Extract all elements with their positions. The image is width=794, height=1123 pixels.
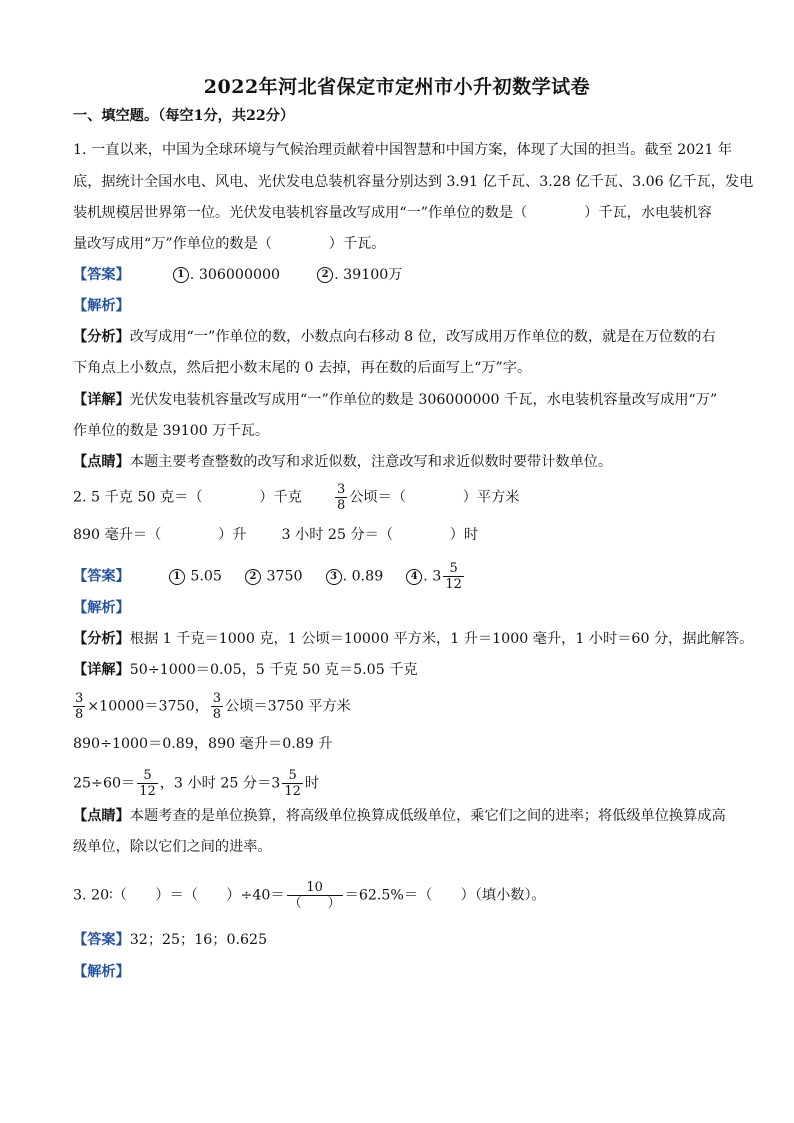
- q2-xiangjie-1: 【详解】50÷1000＝0.05，5 千克 50 克＝5.05 千克: [73, 662, 418, 678]
- q1-line-2: 底，据统计全国水电、风电、光伏发电总装机容量分别达到 3.91 亿千瓦、3.28 亿千瓦、3.06 亿千瓦，发电: [73, 174, 754, 190]
- fenxi-label: 【分析】: [73, 329, 130, 345]
- answer-label: 【答案】: [73, 267, 130, 283]
- q1-line-1: 1. 一直以来，中国为全球环境与气候治理贡献着中国智慧和中国方案，体现了大国的担当。截至 2021 年: [73, 142, 733, 158]
- q2-xiangjie-2: $\frac{3}{8}$ ×10000＝3750， $\frac{3}{8}$ 公顷＝3750 平方米: [75, 691, 351, 722]
- circled-number-icon: 1: [169, 569, 185, 585]
- q2-dianjing: 【点睛】本题考查的是单位换算，将高级单位换算成低级单位，乘它们之间的进率；将低级单位换算成高: [73, 808, 726, 824]
- q3-analysis-label: 【解析】: [73, 964, 130, 980]
- fraction: $\frac{5}{12}$: [445, 561, 462, 592]
- fraction: $\frac{10}{( )}$: [288, 880, 341, 911]
- page-title: 2022年河北省保定市定州市小升初数学试卷: [203, 76, 591, 98]
- q1-answer-1: 306000000: [198, 267, 281, 283]
- fraction: $\frac{3}{8}$: [212, 691, 222, 722]
- q1-line-4: 量改写成用“万”作单位的数是（ ）千瓦。: [73, 236, 386, 252]
- xiangjie-label: 【详解】: [73, 392, 130, 408]
- q1-xiangjie-2: 作单位的数是 39100 万千瓦。: [73, 423, 270, 439]
- q2-fenxi: 【分析】根据 1 千克＝1000 克，1 公顷＝10000 平方米，1 升＝1000 毫升，1 小时＝60 分，据此解答。: [73, 631, 754, 647]
- q3-line: 3. 20∶（ ）＝（ ）÷40＝ $\frac{10}{( )}$ ＝62.5%＝（ ）（填小数）。: [73, 880, 546, 911]
- q1-xiangjie: 【详解】光伏发电装机容量改写成用“一”作单位的数是 306000000 千瓦，水电装机容量改写成用“万”: [73, 392, 718, 408]
- q2-dianjing-2: 级单位，除以它们之间的进率。: [73, 839, 272, 855]
- q2-analysis-label: 【解析】: [73, 600, 130, 616]
- q1-fenxi: 【分析】改写成用“一”作单位的数，小数点向右移动 8 位，改写成用万作单位的数，就是在万位数的右: [73, 329, 716, 345]
- circled-number-icon: 2: [245, 569, 261, 585]
- circled-number-icon: 1: [173, 267, 189, 283]
- q2-xiangjie-4: 25÷60＝ $\frac{5}{12}$ ，3 小时 25 分＝3 $\frac{5}{12}$ 时: [73, 768, 320, 799]
- circled-number-icon: 4: [406, 569, 422, 585]
- dianjing-label: 【点睛】: [73, 454, 130, 470]
- q2-xiangjie-3: 890÷1000＝0.89，890 毫升＝0.89 升: [73, 736, 333, 752]
- q2-answer: 【答案】 1 5.05 2 3750 3 . 0.89 4 . 3 $\frac{5}{12}$: [73, 561, 462, 592]
- fraction: $\frac{5}{12}$: [284, 768, 301, 799]
- q1-line-3: 装机规模居世界第一位。光伏发电装机容量改写成用“一”作单位的数是（ ）千瓦，水电装机容: [73, 205, 712, 221]
- q2-line-1: 2. 5 千克 50 克＝（ ）千克 $\frac{3}{8}$ 公顷＝（ ）平方米: [73, 482, 520, 513]
- q1-answer: 【答案】 1 . 306000000 2 . 39100万: [73, 267, 403, 283]
- circled-number-icon: 3: [326, 569, 342, 585]
- q1-fenxi-2: 下角点上小数点，然后把小数末尾的 0 去掉，再在数的后面写上“万”字。: [73, 360, 532, 376]
- q1-analysis-label: 【解析】: [73, 298, 130, 314]
- fraction: $\frac{3}{8}$: [336, 482, 346, 513]
- q1-dianjing: 【点睛】本题主要考查整数的改写和求近似数，注意改写和求近似数时要带计数单位。: [73, 454, 613, 470]
- section-heading: 一、填空题。（每空1分，共22分）: [73, 108, 295, 124]
- fraction: $\frac{5}{12}$: [139, 768, 156, 799]
- q3-answer: 【答案】32；25；16；0.625: [73, 932, 268, 948]
- fraction: $\frac{3}{8}$: [75, 691, 84, 722]
- q1-answer-2: 39100万: [343, 267, 403, 283]
- q2-line-2: 890 毫升＝（ ）升 3 小时 25 分＝（ ）时: [73, 527, 479, 543]
- circled-number-icon: 2: [317, 267, 333, 283]
